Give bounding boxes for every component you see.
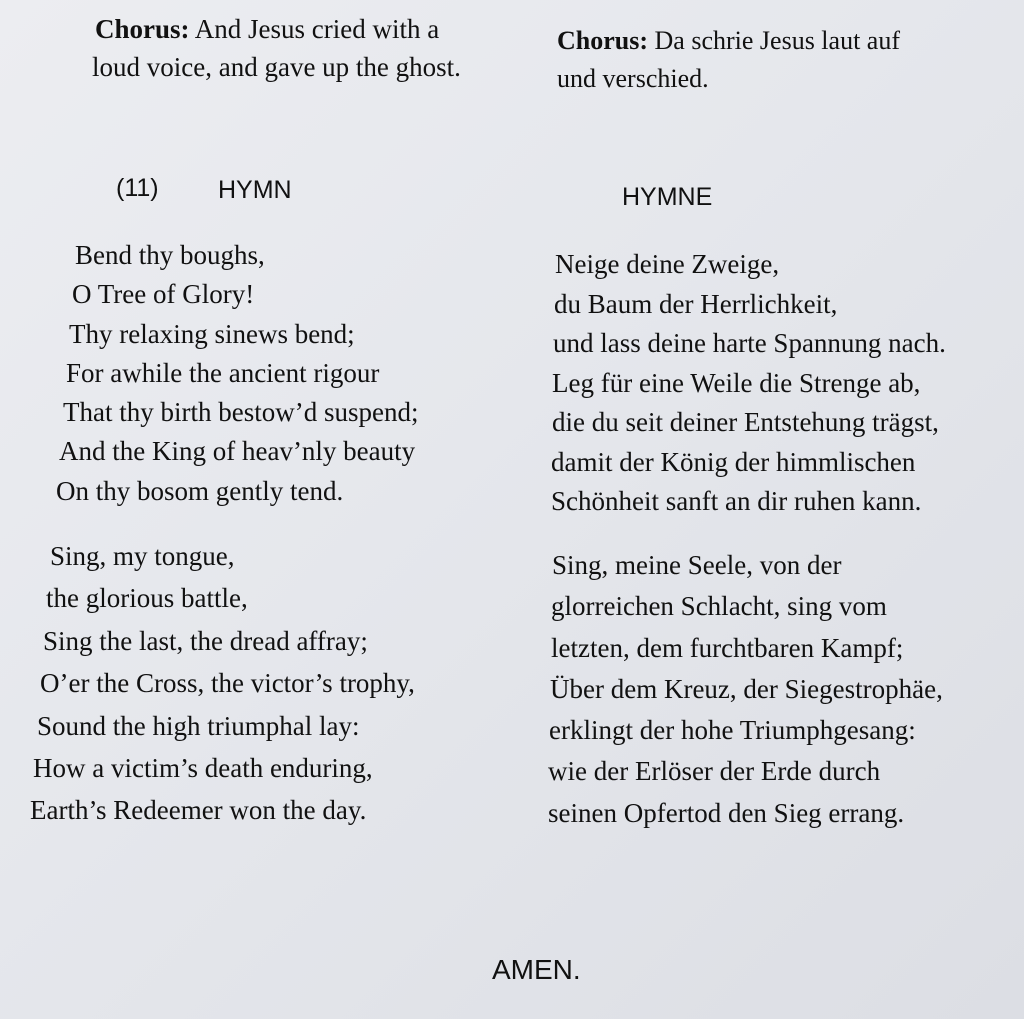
verse-line: glorreichen Schlacht, sing vom <box>551 591 887 622</box>
verse-line: O Tree of Glory! <box>72 279 255 310</box>
chorus-label-de: Chorus: <box>557 26 649 55</box>
verse-line: seinen Opfertod den Sieg errang. <box>548 797 905 828</box>
verse-line: erklingt der hohe Triumphgesang: <box>549 715 916 746</box>
verse-line: damit der König der himmlischen <box>551 446 916 477</box>
closing-amen: AMEN. <box>492 954 581 985</box>
verse-line: the glorious battle, <box>46 583 248 614</box>
verse-line: Sing, my tongue, <box>50 541 235 571</box>
verse-line: Bend thy boughs, <box>75 240 265 270</box>
stanza1-english <box>56 236 430 511</box>
hymn-title-de: HYMNE <box>622 183 713 211</box>
verse-line: Schönheit sanft an dir ruhen kann. <box>551 486 922 516</box>
verse-line: O’er the Cross, the victor’s trophy, <box>40 668 415 699</box>
verse-line: Earth’s Redeemer won the day. <box>30 795 367 826</box>
verse-line: Sound the high triumphal lay: <box>37 710 360 741</box>
verse-line: How a victim’s death enduring, <box>33 753 373 784</box>
verse-line: And the King of heav’nly beauty <box>59 436 416 467</box>
verse-line: Sing the last, the dread affray; <box>43 625 368 656</box>
verse-line: On thy bosom gently tend. <box>56 475 344 506</box>
verse-line: du Baum der Herrlichkeit, <box>554 288 838 319</box>
chorus-english <box>92 10 464 86</box>
chorus-line1-de: Da schrie Jesus laut auf <box>654 26 900 55</box>
chorus-german <box>557 22 900 98</box>
verse-line: letzten, dem furchtbaren Kampf; <box>551 632 904 663</box>
verse-line: That thy birth bestow’d suspend; <box>63 397 419 428</box>
verse-line: For awhile the ancient rigour <box>66 357 380 388</box>
verse-line: Thy relaxing sinews bend; <box>69 318 355 349</box>
verse-line: Über dem Kreuz, der Siegestrophäe, <box>550 673 943 704</box>
verse-line: wie der Erlöser der Erde durch <box>548 756 881 787</box>
chorus-line1-en: And Jesus cried with a <box>194 14 440 44</box>
stanza2-english <box>30 535 425 832</box>
verse-line: Leg für eine Weile die Strenge ab, <box>552 367 921 398</box>
hymn-number: (11) <box>116 174 159 202</box>
chorus-line2-de: und verschied. <box>557 64 709 93</box>
hymn-title-en: HYMN <box>218 176 292 204</box>
chorus-line2-en: loud voice, and gave up the ghost. <box>92 52 461 82</box>
stanza1-german <box>551 245 948 522</box>
verse-line: und lass deine harte Spannung nach. <box>553 328 946 358</box>
stanza2-german <box>548 545 945 834</box>
verse-line: die du seit deiner Entstehung trägst, <box>552 407 939 437</box>
verse-line: Sing, meine Seele, von der <box>552 550 842 580</box>
verse-line: Neige deine Zweige, <box>555 249 780 279</box>
chorus-label-en: Chorus: <box>95 14 190 44</box>
